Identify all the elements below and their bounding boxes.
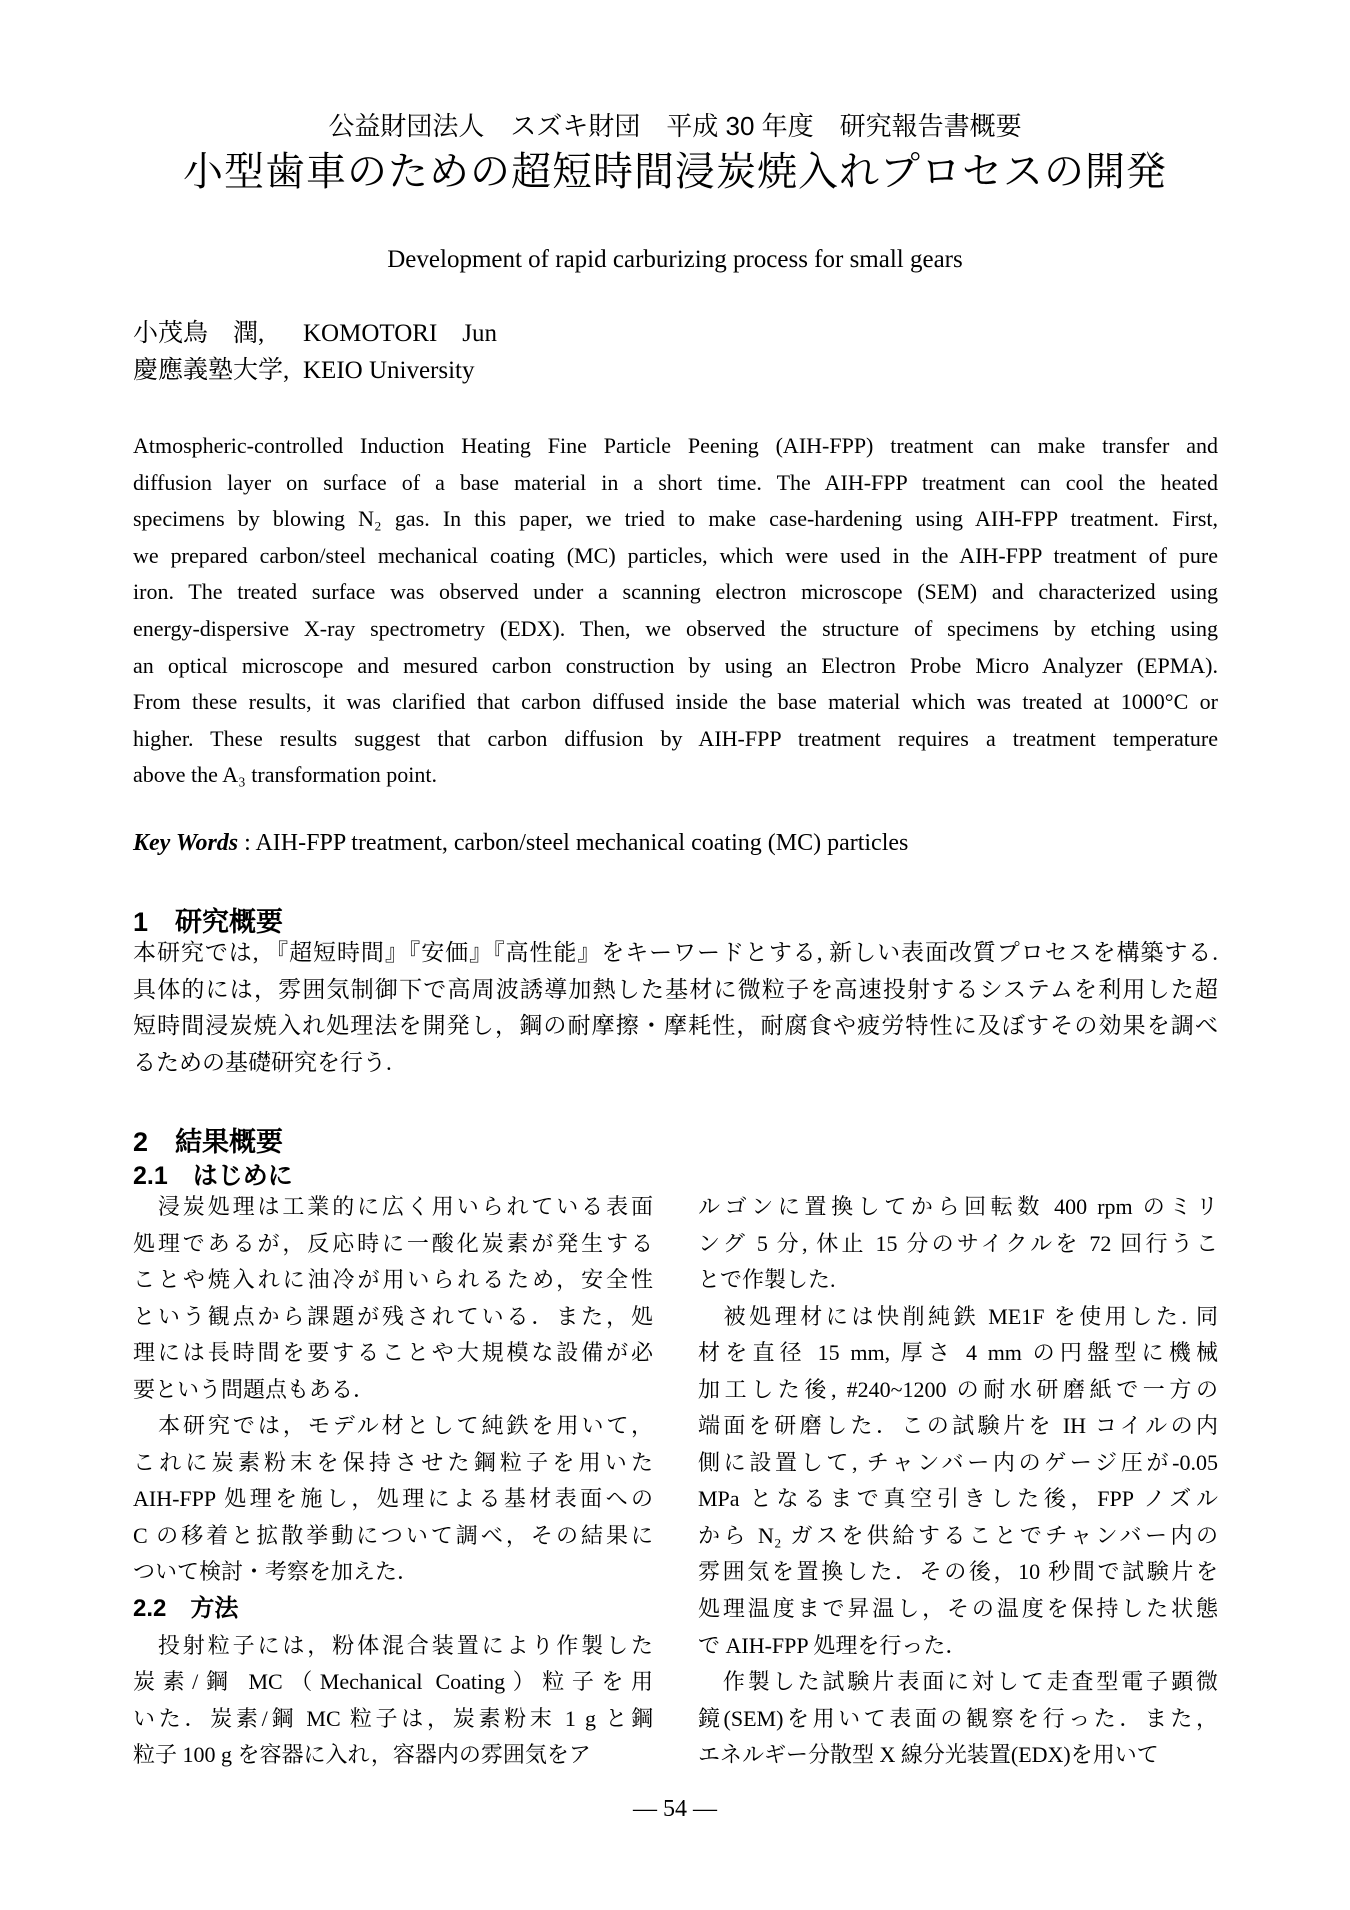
text-line: we prepared carbon/steel mechanical coating (MC) particles, which were used in the AIH-FPP treatment of pure xyxy=(133,542,1218,568)
text-line: C の移着と拡散挙動について調べ，その結果に xyxy=(133,1522,653,1548)
affiliation-japanese: 慶應義塾大学, xyxy=(133,357,290,384)
report-header-line: 公益財団法人 スズキ財団 平成 30 年度 研究報告書概要 xyxy=(328,111,1022,141)
text-line: 端面を研磨した．この試験片を IH コイルの内 xyxy=(698,1413,1218,1439)
text-line: above the A₃ transformation point. xyxy=(133,762,437,788)
paper-title-japanese: 小型歯車のための超短時間浸炭焼入れプロセスの開発 xyxy=(183,150,1167,194)
author-line xyxy=(133,315,497,352)
text-line: specimens by blowing N₂ gas. In this paper, we tried to make case-hardening using AIH-FPP treatment. First, xyxy=(133,506,1218,532)
section-2-heading: 2 結果概要 xyxy=(133,1127,284,1157)
author-name-english: KOMOTORI Jun xyxy=(303,320,497,347)
text-line: これに炭素粉末を保持させた鋼粒子を用いた xyxy=(133,1449,653,1475)
text-line: AIH-FPP 処理を施し，処理による基材表面への xyxy=(133,1486,653,1512)
text-line: とで作製した. xyxy=(698,1267,836,1293)
text-line: 要という問題点もある． xyxy=(133,1376,376,1402)
text-line: ルゴンに置換してから回転数 400 rpm のミリ xyxy=(698,1194,1218,1219)
text-line: 処理温度まで昇温し，その温度を保持した状態 xyxy=(698,1596,1218,1622)
text-line: iron. The treated surface was observed under a scanning electron microscope (SEM) and characterized using xyxy=(133,579,1218,605)
text-line: diffusion layer on surface of a base material in a short time. The AIH-FPP treatment can cool the heated xyxy=(133,469,1218,495)
text-line: 具体的には，雰囲気制御下で高周波誘導加熱した基材に微粒子を高速投射するシステムを利用した超 xyxy=(133,976,1218,1002)
text-line: 側に設置して, チャンバー内のゲージ圧が-0.05 xyxy=(698,1449,1219,1475)
paper-title-english: Development of rapid carburizing process for small gears xyxy=(387,246,963,273)
text-line: 加工した後, #240~1200 の耐水研磨紙で一方の xyxy=(698,1376,1218,1402)
right-column xyxy=(698,1189,1218,1774)
text-line: から N₂ ガスを供給することでチャンバー内の xyxy=(698,1522,1218,1548)
section-1-heading: 1 研究概要 xyxy=(133,907,284,937)
abstract-paragraph xyxy=(133,428,1218,794)
text-line: 本研究では, 『超短時間』『安価』『高性能』をキーワードとする, 新しい表面改質プロセスを構築する. xyxy=(133,940,1218,965)
author-name-japanese: 小茂鳥 潤, xyxy=(133,320,265,347)
text-line: 処理であるが，反応時に一酸化炭素が発生する xyxy=(133,1230,653,1256)
author-block xyxy=(133,315,497,389)
text-line: という観点から課題が残されている．また，処 xyxy=(133,1303,653,1329)
two-column-body xyxy=(133,1189,1218,1774)
keywords-line xyxy=(133,830,908,857)
text-line: 作製した試験片表面に対して走査型電子顕微 xyxy=(698,1669,1218,1695)
affiliation-line xyxy=(133,352,497,389)
text-line: 短時間浸炭焼入れ処理法を開発し，鋼の耐摩擦・摩耗性，耐腐食や疲労特性に及ぼすその効果を調べ xyxy=(133,1013,1218,1039)
section-2-1-heading: 2.1 はじめに xyxy=(133,1162,293,1190)
text-line: 投射粒子には，粉体混合装置により作製した xyxy=(133,1632,653,1658)
keywords-text: AIH-FPP treatment, carbon/steel mechanical coating (MC) particles xyxy=(255,830,909,856)
left-column xyxy=(133,1189,653,1774)
text-line: MPa となるまで真空引きした後，FPP ノズル xyxy=(698,1486,1218,1512)
text-line: higher. These results suggest that carbon diffusion by AIH-FPP treatment requires a treatment temperature xyxy=(133,725,1218,751)
text-line: 粒子 100 g を容器に入れ，容器内の雰囲気をア xyxy=(133,1742,591,1768)
text-line: ング 5 分, 休止 15 分のサイクルを 72 回行うこ xyxy=(698,1230,1218,1256)
text-line: ことや焼入れに油冷が用いられるため，安全性 xyxy=(133,1267,653,1293)
affiliation-english: KEIO University xyxy=(303,357,475,384)
text-line: 雰囲気を置換した．その後，10 秒間で試験片を xyxy=(698,1559,1218,1585)
text-line: energy-dispersive X-ray spectrometry (EDX). Then, we observed the structure of specimens by etching using xyxy=(133,615,1218,641)
text-line: 浸炭処理は工業的に広く用いられている表面 xyxy=(133,1194,653,1219)
text-line: 被処理材には快削純鉄 ME1F を使用した. 同 xyxy=(698,1303,1218,1329)
text-line: an optical microscope and mesured carbon construction by using an Electron Probe Micro Analyzer (EPMA). xyxy=(133,652,1218,678)
text-line: るための基礎研究を行う. xyxy=(133,1049,392,1075)
text-line: 本研究では，モデル材として純鉄を用いて， xyxy=(133,1413,653,1439)
text-line: From these results, it was clarified that carbon diffused inside the base material which was treated at 1000°C or xyxy=(133,689,1218,715)
text-line: 材を直径 15 mm, 厚さ 4 mm の円盤型に機械 xyxy=(698,1340,1218,1366)
text-line: ついて検討・考察を加えた． xyxy=(133,1559,420,1585)
text-line: 鏡(SEM)を用いて表面の観察を行った．また， xyxy=(698,1705,1218,1731)
subsection-heading: 2.2 方法 xyxy=(133,1595,239,1623)
page-number: — 54 — xyxy=(633,1796,717,1822)
text-line: 炭素/鋼 MC（Mechanical Coating）粒子を用 xyxy=(133,1669,653,1695)
text-line: いた．炭素/鋼 MC 粒子は，炭素粉末 1 g と鋼 xyxy=(133,1705,653,1731)
text-line: 理には長時間を要することや大規模な設備が必 xyxy=(133,1340,653,1366)
text-line: エネルギー分散型 X 線分光装置(EDX)を用いて xyxy=(698,1742,1159,1768)
keywords-label: Key Words xyxy=(133,830,239,856)
text-line: で AIH-FPP 処理を行った． xyxy=(698,1632,968,1658)
section-1-body xyxy=(133,935,1218,1081)
text-line: Atmospheric-controlled Induction Heating Fine Particle Peening (AIH-FPP) treatment can make transfer and xyxy=(133,433,1218,458)
keywords-separator: : xyxy=(238,830,256,856)
